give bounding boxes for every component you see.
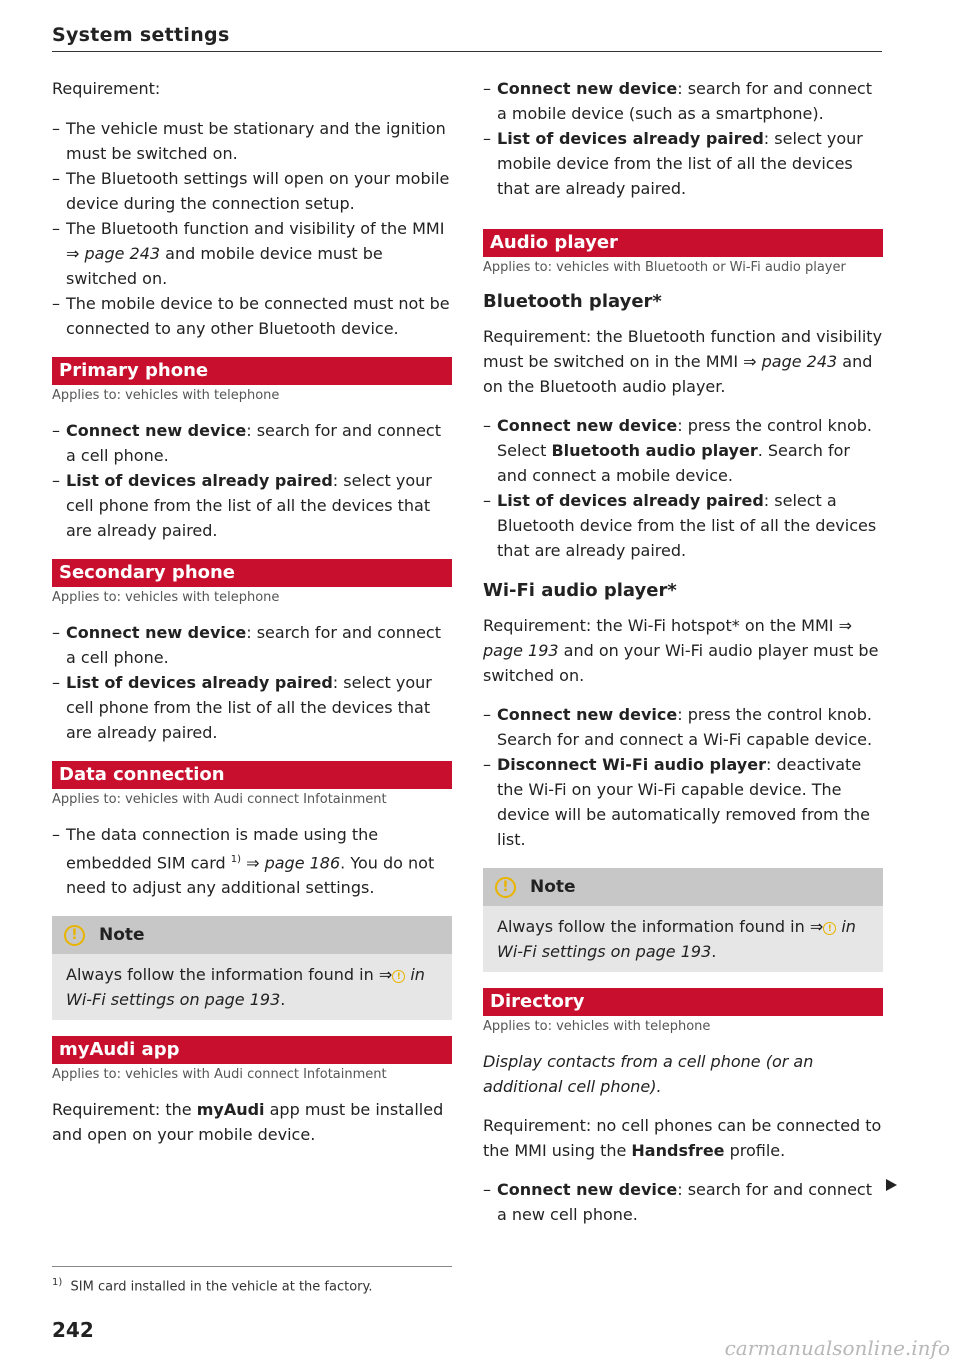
option-text: : select your mobile device from the list of all the devices that are already paired. <box>497 129 863 198</box>
option-label: List of devices already paired <box>497 491 764 510</box>
text: . You do not need to adjust any additional settings. <box>66 853 435 898</box>
section-title-data-connection: Data connection <box>52 761 452 789</box>
footnote-marker: 1) <box>52 1277 63 1288</box>
option-text: : select your cell phone from the list of all the devices that are already paired. <box>66 471 432 540</box>
footnote-ref: 1) <box>230 854 241 865</box>
section-title-myaudi-app: myAudi app <box>52 1036 452 1064</box>
list-item <box>483 1177 883 1227</box>
option-label: List of devices already paired <box>66 471 333 490</box>
option-text: : search for and connect a cell phone. <box>66 421 441 465</box>
list-item <box>52 822 452 900</box>
section-title-directory: Directory <box>483 988 883 1016</box>
option-label: Connect new device <box>66 623 247 642</box>
option-label: Connect new device <box>66 421 247 440</box>
list-item <box>52 216 452 291</box>
option-text: : press the control knob. Select <box>497 416 873 460</box>
option-text: : press the control knob. Search for and connect a Wi-Fi capable device. <box>497 705 873 749</box>
option-text: : search for and connect a new cell phone. <box>497 1180 872 1224</box>
warning-icon: ! <box>392 970 405 983</box>
wifi-list <box>483 702 883 852</box>
text: . <box>711 942 717 961</box>
option-label: Connect new device <box>497 79 678 98</box>
option-label: Bluetooth audio player <box>551 441 758 460</box>
note-box <box>483 868 883 972</box>
arrow-icon: ⇒ <box>378 965 393 985</box>
option-text: : search for and connect a cell phone. <box>66 623 441 667</box>
myaudi-requirement <box>52 1097 452 1147</box>
bluetooth-requirement <box>483 324 883 399</box>
right-column <box>483 76 883 1243</box>
page-header-title: System settings <box>52 24 230 46</box>
applies-to: Applies to: vehicles with telephone <box>52 590 280 605</box>
profile-name: Handsfree <box>631 1141 725 1160</box>
text: and on your Wi-Fi audio player must be switched on. <box>483 641 879 685</box>
list-item <box>483 702 883 752</box>
note-link[interactable]: in Wi-Fi settings on page 193 <box>497 917 856 961</box>
subheading-bluetooth-player: Bluetooth player* <box>483 291 662 312</box>
page-link[interactable]: ⇒ page 186 <box>241 853 341 873</box>
applies-to: Applies to: vehicles with telephone <box>52 388 280 403</box>
option-label: Disconnect Wi-Fi audio player <box>497 755 766 774</box>
text: The data connection is made using the embedded SIM card <box>66 825 379 873</box>
text: Requirement: the <box>52 1100 197 1120</box>
subheading-wifi-audio-player: Wi-Fi audio player* <box>483 580 677 601</box>
section-title-audio-player: Audio player <box>483 229 883 257</box>
page-link[interactable]: ⇒ page 243 <box>743 352 838 371</box>
page-link[interactable]: ⇒ page 243 <box>66 244 161 263</box>
left-column <box>52 76 452 1147</box>
applies-to: Applies to: vehicles with Audi connect Infotainment <box>52 1067 387 1083</box>
text: app must be installed and open on your mobile device. <box>52 1100 444 1145</box>
text: Requirement: the Bluetooth function and visibility must be switched on in the MMI <box>483 327 883 371</box>
directory-intro: Display contacts from a cell phone (or an additional cell phone). <box>483 1052 814 1096</box>
note-link[interactable]: in Wi-Fi settings on page 193 <box>66 965 425 1010</box>
text: Requirement: no cell phones can be connected to the MMI using the <box>483 1116 882 1160</box>
option-text: : deactivate the Wi-Fi on your Wi-Fi capable device. The device will be automatically removed from the list. <box>497 755 870 849</box>
section-title-primary-phone: Primary phone <box>52 357 452 385</box>
option-label: Connect new device <box>497 416 678 435</box>
option-label: List of devices already paired <box>497 129 764 148</box>
note-body <box>483 906 883 972</box>
primary-phone-list <box>52 418 452 543</box>
text: Always follow the information found in <box>497 917 810 936</box>
bluetooth-list <box>483 413 883 563</box>
continue-arrow-icon <box>886 1179 897 1191</box>
warning-icon: ! <box>64 925 85 946</box>
list-item <box>52 670 452 745</box>
requirement-label: Requirement: <box>52 79 161 98</box>
watermark: carmanualsonline.info <box>724 1336 950 1360</box>
list-item <box>483 413 883 488</box>
text: and on the Bluetooth audio player. <box>483 352 873 396</box>
applies-to: Applies to: vehicles with telephone <box>483 1019 711 1034</box>
note-title: Note <box>530 877 576 897</box>
list-item <box>483 126 883 201</box>
option-text: : search for and connect a mobile device (such as a smartphone). <box>497 79 872 123</box>
list-item <box>52 418 452 468</box>
option-text: : select your cell phone from the list of all the devices that are already paired. <box>66 673 432 742</box>
applies-to: Applies to: vehicles with Bluetooth or Wi-Fi audio player <box>483 260 846 275</box>
option-text: : select a Bluetooth device from the list of all the devices that are already paired. <box>497 491 877 560</box>
wifi-requirement <box>483 613 883 688</box>
option-text: . Search for and connect a mobile device. <box>497 441 850 485</box>
note-title: Note <box>99 925 145 946</box>
text: and mobile device must be switched on. <box>66 244 383 288</box>
note-body <box>52 954 452 1020</box>
directory-requirement <box>483 1113 883 1163</box>
list-item <box>52 620 452 670</box>
footnote-divider <box>52 1266 452 1267</box>
page-number: 242 <box>52 1318 94 1342</box>
section-title-secondary-phone: Secondary phone <box>52 559 452 587</box>
option-label: List of devices already paired <box>66 673 333 692</box>
applies-to: Applies to: vehicles with Audi connect Infotainment <box>52 792 387 807</box>
list-item: – The Bluetooth settings will open on your mobile device during the connection setup. <box>52 166 452 216</box>
warning-icon: ! <box>823 922 836 935</box>
text: Requirement: the Wi-Fi hotspot* on the MMI <box>483 616 839 635</box>
option-label: Connect new device <box>497 1180 678 1199</box>
list-item <box>483 488 883 563</box>
text: . <box>280 990 286 1010</box>
list-item <box>483 752 883 852</box>
footnote-text: SIM card installed in the vehicle at the factory. <box>70 1279 373 1295</box>
warning-icon: ! <box>495 877 516 898</box>
arrow-icon: ⇒ <box>809 917 824 936</box>
note-header <box>483 868 883 906</box>
footnote <box>52 1277 372 1294</box>
directory-list <box>483 1177 883 1227</box>
note-header <box>52 916 452 954</box>
text: profile. <box>724 1141 786 1160</box>
list-item: – The vehicle must be stationary and the ignition must be switched on. <box>52 116 452 166</box>
text: Always follow the information found in <box>66 965 379 985</box>
data-connection-list <box>52 822 452 900</box>
secondary-phone-list <box>52 620 452 745</box>
note-box <box>52 916 452 1020</box>
requirement-list <box>52 116 452 341</box>
option-label: Connect new device <box>497 705 678 724</box>
list-item <box>483 76 883 126</box>
list-item: – The mobile device to be connected must not be connected to any other Bluetooth device. <box>52 291 452 341</box>
text: The Bluetooth function and visibility of the MMI <box>66 219 445 238</box>
page-link[interactable]: ⇒ page 193 <box>483 616 852 660</box>
list-item <box>52 468 452 543</box>
header-divider <box>52 51 882 52</box>
app-name: myAudi <box>196 1100 265 1120</box>
top-list <box>483 76 883 201</box>
